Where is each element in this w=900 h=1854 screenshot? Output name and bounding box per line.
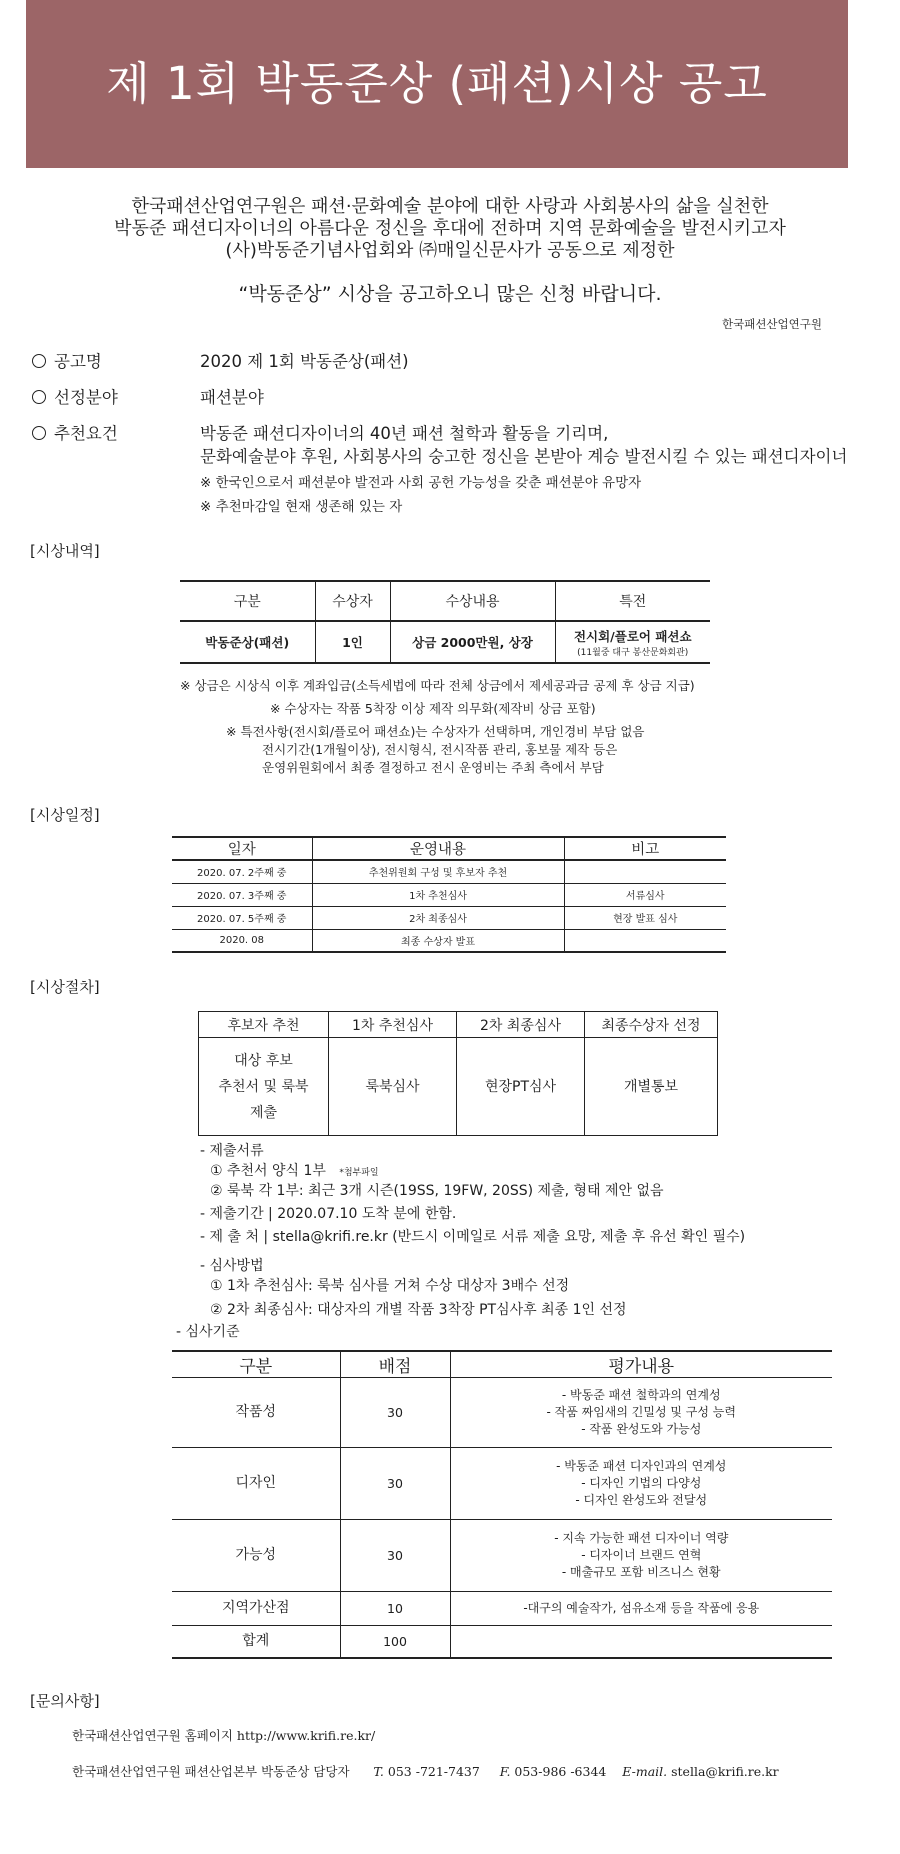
table-cell: - 박동준 패션 철학과의 연계성 - 작품 짜임새의 긴밀성 및 구성 능력 - 작품 완성도와 가능성 (450, 1378, 832, 1448)
table-row (180, 621, 710, 663)
review-method-1: ① 1차 추천심사: 룩북 심사를 거쳐 수상 대상자 3배수 선정 (210, 1278, 570, 1294)
table-cell: 박동준상(패션) (180, 621, 315, 663)
circle-bullet-icon (32, 426, 46, 440)
requirement-line-2: 문화예술분야 후원, 사회봉사의 숭고한 정신을 본받아 계승 발전시킬 수 있는 패션디자이너 (200, 447, 848, 466)
table-header-row (172, 1351, 832, 1378)
table-cell: 현장PT심사 (457, 1038, 585, 1136)
attachment-note: *첨부파일 (339, 1168, 379, 1178)
table-cell: 10 (340, 1592, 450, 1626)
submission-docs-title: - 제출서류 (200, 1143, 264, 1159)
field-label: 선정분야 (32, 384, 118, 408)
table-header: 수상자 (315, 581, 390, 621)
homepage-line: 한국패션산업연구원 홈페이지 http://www.krifi.re.kr/ (72, 1728, 376, 1743)
table-cell: 2020. 07. 2주째 중 (172, 860, 312, 883)
benefit-subnote: (11월중 대구 봉산문화회관) (577, 647, 689, 658)
table-cell (564, 929, 726, 952)
table-cell (564, 860, 726, 883)
table-cell: 1인 (315, 621, 390, 663)
table-header: 구분 (172, 1351, 340, 1378)
table-cell: 100 (340, 1626, 450, 1658)
table-header: 구분 (180, 581, 315, 621)
header-banner (26, 0, 848, 168)
table-row (172, 860, 726, 883)
intro-line-1: 한국패션산업연구원은 패션·문화예술 분야에 대한 사랑과 사회봉사의 삶을 실천한 (131, 196, 769, 217)
table-cell: 디자인 (172, 1448, 340, 1520)
table-cell: 추천위원회 구성 및 후보자 추천 (312, 860, 564, 883)
schedule-table (172, 836, 726, 953)
contact-person: 한국패션산업연구원 패션산업본부 박동준상 담당자 (72, 1764, 350, 1779)
section-contact: [문의사항] (30, 1692, 100, 1710)
table-cell: 2020. 07. 3주째 중 (172, 883, 312, 906)
section-award: [시상내역] (30, 542, 100, 560)
criteria-table (172, 1350, 832, 1659)
table-cell: 1차 추천심사 (312, 883, 564, 906)
fax-number: 053-986 -6344 (514, 1764, 607, 1779)
tel-number: 053 -721-7437 (387, 1764, 480, 1779)
criteria-title: - 심사기준 (176, 1324, 240, 1340)
page-title: 제 1회 박동준상 (패션)시상 공고 (106, 57, 768, 110)
table-cell: 룩북심사 (329, 1038, 457, 1136)
table-cell: 현장 발표 심사 (564, 906, 726, 929)
requirement-line-1: 박동준 패션디자이너의 40년 패션 철학과 활동을 기리며, (200, 424, 609, 443)
table-row (172, 1520, 832, 1592)
announcement-name-value: 2020 제 1회 박동준상(패션) (200, 352, 409, 371)
circle-bullet-icon (32, 354, 46, 368)
table-header: 최종수상자 선정 (585, 1012, 718, 1038)
table-cell: 30 (340, 1448, 450, 1520)
review-method-2: ② 2차 최종심사: 대상자의 개별 작품 3착장 PT심사후 최종 1인 선정 (210, 1302, 627, 1318)
table-cell: 지역가산점 (172, 1592, 340, 1626)
award-note-4: 전시기간(1개월이상), 전시형식, 전시작품 관리, 홍보물 제작 등은 (262, 742, 618, 757)
submission-period: - 제출기간 | 2020.07.10 도착 분에 한함. (200, 1206, 457, 1222)
procedure-table (198, 1011, 718, 1136)
table-header: 운영내용 (312, 837, 564, 860)
table-header: 평가내용 (450, 1351, 832, 1378)
table-cell: 합계 (172, 1626, 340, 1658)
table-cell: 전시회/플로어 패션쇼 (11월중 대구 봉산문화회관) (555, 621, 710, 663)
table-row (172, 1378, 832, 1448)
table-row (199, 1038, 718, 1136)
table-header: 후보자 추천 (199, 1012, 329, 1038)
section-schedule: [시상일정] (30, 806, 100, 824)
table-header: 비고 (564, 837, 726, 860)
table-cell: 작품성 (172, 1378, 340, 1448)
email-label: E-mail. (622, 1764, 668, 1779)
section-procedure: [시상절차] (30, 978, 100, 996)
table-header: 2차 최종심사 (457, 1012, 585, 1038)
table-header-row (199, 1012, 718, 1038)
intro-line-2: 박동준 패션디자이너의 아름다운 정신을 후대에 전하며 지역 문화예술을 발전시키고자 (114, 218, 786, 239)
table-cell: 대상 후보 추천서 및 룩북 제출 (199, 1038, 329, 1136)
award-note-2: ※ 수상자는 작품 5착장 이상 제작 의무화(제작비 상금 포함) (270, 701, 596, 716)
fax-label: F. (499, 1764, 511, 1779)
intro-announce: “박동준상” 시상을 공고하오니 많은 신청 바랍니다. (238, 283, 662, 305)
award-note-1: ※ 상금은 시상식 이후 계좌입금(소득세법에 따라 전체 상금에서 제세공과금 공제 후 상금 지급) (180, 678, 695, 693)
requirement-label: 추천요건 (32, 420, 118, 444)
table-cell (450, 1626, 832, 1658)
table-row (172, 1626, 832, 1658)
table-cell: 30 (340, 1378, 450, 1448)
table-header: 특전 (555, 581, 710, 621)
table-header-row (180, 581, 710, 621)
requirement-note-1: ※ 한국인으로서 패션분야 발전과 사회 공헌 가능성을 갖춘 패션분야 유망자 (200, 475, 642, 491)
issuer-name: 한국패션산업연구원 (722, 317, 822, 331)
table-row (172, 1448, 832, 1520)
table-header: 일자 (172, 837, 312, 860)
announcement-name-label: 공고명 (32, 348, 102, 372)
table-cell: 가능성 (172, 1520, 340, 1592)
table-cell: 개별통보 (585, 1038, 718, 1136)
table-header: 배점 (340, 1351, 450, 1378)
contact-line (72, 1762, 779, 1780)
table-cell: - 박동준 패션 디자인과의 연계성 - 디자인 기법의 다양성 - 디자인 완성도와 전달성 (450, 1448, 832, 1520)
table-cell: 최종 수상자 발표 (312, 929, 564, 952)
table-header: 1차 추천심사 (329, 1012, 457, 1038)
table-cell: 2020. 08 (172, 929, 312, 952)
field-value: 패션분야 (200, 388, 264, 407)
table-cell: 서류심사 (564, 883, 726, 906)
table-row (172, 906, 726, 929)
tel-label: T. (373, 1764, 384, 1779)
table-cell: 30 (340, 1520, 450, 1592)
requirement-note-2: ※ 추천마감일 현재 생존해 있는 자 (200, 499, 403, 515)
table-row (172, 883, 726, 906)
table-cell: -대구의 예술작가, 섬유소재 등을 작품에 응용 (450, 1592, 832, 1626)
submission-place: - 제 출 처 | stella@krifi.re.kr (반드시 이메일로 서류 제출 요망, 제출 후 유선 확인 필수) (200, 1229, 746, 1245)
submission-doc-2: ② 룩북 각 1부: 최근 3개 시즌(19SS, 19FW, 20SS) 제출, 형태 제안 없음 (210, 1183, 664, 1199)
table-row (172, 1592, 832, 1626)
award-note-5: 운영위원회에서 최종 결정하고 전시 운영비는 주최 측에서 부담 (262, 760, 604, 775)
award-note-3: ※ 특전사항(전시회/플로어 패션쇼)는 수상자가 선택하며, 개인경비 부담 없음 (226, 724, 645, 739)
table-row (172, 929, 726, 952)
table-cell: 상금 2000만원, 상장 (390, 621, 555, 663)
table-cell: 2차 최종심사 (312, 906, 564, 929)
award-table (180, 580, 710, 664)
table-cell: 2020. 07. 5주째 중 (172, 906, 312, 929)
circle-bullet-icon (32, 390, 46, 404)
table-cell: - 지속 가능한 패션 디자이너 역량 - 디자이너 브랜드 연혁 - 매출규모 포함 비즈니스 현황 (450, 1520, 832, 1592)
table-header-row (172, 837, 726, 860)
table-header: 수상내용 (390, 581, 555, 621)
submission-doc-1: ① 추천서 양식 1부 *첨부파일 (210, 1163, 379, 1179)
review-method-title: - 심사방법 (200, 1258, 264, 1274)
email-address[interactable]: stella@krifi.re.kr (671, 1764, 779, 1779)
intro-line-3: (사)박동준기념사업회와 ㈜매일신문사가 공동으로 제정한 (225, 240, 675, 261)
